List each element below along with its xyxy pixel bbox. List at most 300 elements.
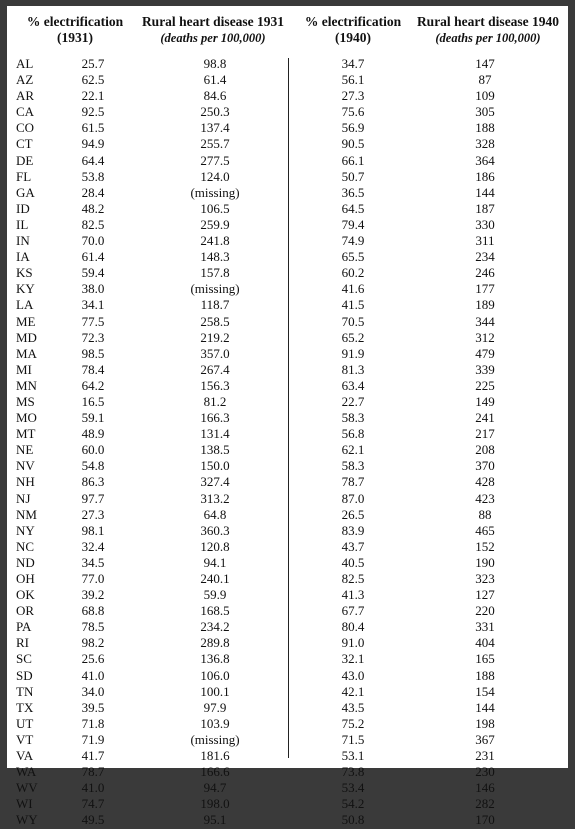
table-row xyxy=(7,619,568,635)
table-row xyxy=(7,700,568,716)
rural-heart-1940-cell: 428 xyxy=(475,474,495,490)
electrification-1931-cell: 34.0 xyxy=(81,683,105,699)
rural-heart-1940-cell: 246 xyxy=(475,265,495,281)
rural-heart-1931-cell: 64.8 xyxy=(203,506,227,522)
table-row xyxy=(7,394,568,410)
electrification-1940-cell: 53.1 xyxy=(341,748,365,764)
electrification-1931-cell: 41.0 xyxy=(81,667,105,683)
table-body xyxy=(7,56,568,829)
electrification-1940-cell: 58.3 xyxy=(341,410,365,426)
state-cell: KY xyxy=(16,281,35,297)
state-cell: NM xyxy=(16,506,37,522)
electrification-1931-cell: 98.1 xyxy=(81,522,105,538)
rural-heart-1931-cell: 94.7 xyxy=(203,780,227,796)
electrification-1931-cell: 74.7 xyxy=(81,796,105,812)
rural-heart-1940-cell: 282 xyxy=(475,796,495,812)
electrification-1940-cell: 58.3 xyxy=(341,458,365,474)
table-row xyxy=(7,72,568,88)
electrification-1940-cell: 71.5 xyxy=(341,731,365,747)
electrification-1931-cell: 92.5 xyxy=(81,104,105,120)
table-row xyxy=(7,217,568,233)
table-row xyxy=(7,314,568,330)
rural-heart-1931-cell: 131.4 xyxy=(200,426,230,442)
table-row xyxy=(7,507,568,523)
rural-heart-1931-cell: 100.1 xyxy=(200,683,230,699)
rural-heart-1931-cell: 259.9 xyxy=(200,216,230,232)
rural-heart-1940-cell: 330 xyxy=(475,216,495,232)
table-row xyxy=(7,684,568,700)
electrification-1931-cell: 32.4 xyxy=(81,538,105,554)
electrification-1940-cell: 64.5 xyxy=(341,200,365,216)
rural-heart-1940-cell: 170 xyxy=(475,812,495,828)
electrification-1940-cell: 43.0 xyxy=(341,667,365,683)
rural-heart-1931-cell: (missing) xyxy=(190,281,240,297)
rural-heart-1940-cell: 88 xyxy=(478,506,492,522)
rural-heart-1940-cell: 149 xyxy=(475,393,495,409)
table-row xyxy=(7,233,568,249)
rural-heart-1940-cell: 152 xyxy=(475,538,495,554)
electrification-1931-cell: 61.4 xyxy=(81,249,105,265)
electrification-1931-cell: 41.7 xyxy=(81,748,105,764)
rural-heart-1931-cell: 156.3 xyxy=(200,377,230,393)
table-row xyxy=(7,362,568,378)
state-cell: NH xyxy=(16,474,35,490)
electrification-1940-cell: 81.3 xyxy=(341,361,365,377)
electrification-1931-cell: 48.2 xyxy=(81,200,105,216)
state-cell: SC xyxy=(16,651,32,667)
state-cell: CO xyxy=(16,120,35,136)
header-rural-heart-1931-title: Rural heart disease 1931 xyxy=(141,14,285,29)
rural-heart-1940-cell: 479 xyxy=(475,345,495,361)
rural-heart-1940-cell: 311 xyxy=(475,233,495,249)
state-cell: GA xyxy=(16,184,35,200)
electrification-1940-cell: 43.5 xyxy=(341,699,365,715)
rural-heart-1940-cell: 230 xyxy=(475,764,495,780)
electrification-1940-cell: 82.5 xyxy=(341,571,365,586)
electrification-1940-cell: 43.7 xyxy=(341,538,365,554)
table-row xyxy=(7,265,568,281)
rural-heart-1931-cell: 95.1 xyxy=(203,812,227,828)
state-cell: ME xyxy=(16,313,36,329)
rural-heart-1940-cell: 331 xyxy=(475,619,495,635)
electrification-1940-cell: 41.5 xyxy=(341,297,365,313)
table-row xyxy=(7,281,568,297)
table-row xyxy=(7,458,568,474)
electrification-1931-cell: 41.0 xyxy=(81,780,105,796)
rural-heart-1931-cell: 166.6 xyxy=(200,764,230,780)
table-row xyxy=(7,249,568,265)
electrification-1931-cell: 60.0 xyxy=(81,442,105,458)
electrification-1940-cell: 60.2 xyxy=(341,265,365,281)
electrification-1931-cell: 68.8 xyxy=(81,603,105,619)
electrification-1940-cell: 65.2 xyxy=(341,329,365,345)
rural-heart-1931-cell: 289.8 xyxy=(200,635,230,651)
state-cell: FL xyxy=(16,168,32,184)
table-row xyxy=(7,491,568,507)
electrification-1931-cell: 34.5 xyxy=(81,554,105,570)
rural-heart-1931-cell: 118.7 xyxy=(200,297,230,313)
electrification-1940-cell: 70.5 xyxy=(341,313,365,329)
rural-heart-1931-cell: 267.4 xyxy=(200,361,230,377)
electrification-1931-cell: 62.5 xyxy=(81,72,105,88)
rural-heart-1931-cell: 255.7 xyxy=(200,136,230,152)
table-row xyxy=(7,104,568,120)
rural-heart-1931-cell: 181.6 xyxy=(200,748,230,764)
electrification-1940-cell: 27.3 xyxy=(341,88,365,104)
header-electrification-1931 xyxy=(15,14,135,46)
table-row xyxy=(7,539,568,555)
rural-heart-1940-cell: 146 xyxy=(475,780,495,796)
electrification-1931-cell: 64.2 xyxy=(81,377,105,393)
rural-heart-1931-cell: 98.8 xyxy=(203,56,227,71)
rural-heart-1940-cell: 312 xyxy=(475,329,495,345)
rural-heart-1931-cell: 258.5 xyxy=(200,313,230,329)
rural-heart-1931-cell: 250.3 xyxy=(200,104,230,120)
state-cell: IL xyxy=(16,216,29,232)
table-row xyxy=(7,136,568,152)
state-cell: OH xyxy=(16,571,35,586)
table-row xyxy=(7,716,568,732)
header-rural-heart-1940-unit: (deaths per 100,000) xyxy=(435,31,541,45)
electrification-1931-cell: 39.2 xyxy=(81,587,105,603)
electrification-1931-cell: 71.8 xyxy=(81,715,105,731)
electrification-1931-cell: 54.8 xyxy=(81,458,105,474)
rural-heart-1940-cell: 188 xyxy=(475,120,495,136)
rural-heart-1931-cell: 234.2 xyxy=(200,619,230,635)
table-row xyxy=(7,56,568,72)
electrification-1940-cell: 63.4 xyxy=(341,377,365,393)
rural-heart-1940-cell: 187 xyxy=(475,200,495,216)
electrification-1940-cell: 56.1 xyxy=(341,72,365,88)
electrification-1931-cell: 71.9 xyxy=(81,731,105,747)
state-cell: WV xyxy=(16,780,38,796)
electrification-1940-cell: 74.9 xyxy=(341,233,365,249)
electrification-1931-cell: 16.5 xyxy=(81,393,105,409)
rural-heart-1940-cell: 188 xyxy=(475,667,495,683)
table-row xyxy=(7,555,568,571)
rural-heart-1931-cell: 157.8 xyxy=(200,265,230,281)
state-cell: MT xyxy=(16,426,36,442)
electrification-1931-cell: 39.5 xyxy=(81,699,105,715)
state-cell: WY xyxy=(16,812,38,828)
electrification-1931-cell: 64.4 xyxy=(81,152,105,168)
state-cell: WA xyxy=(16,764,37,780)
electrification-1931-cell: 97.7 xyxy=(81,490,105,506)
table-row xyxy=(7,812,568,828)
state-cell: AR xyxy=(16,88,35,104)
state-cell: NJ xyxy=(16,490,31,506)
rural-heart-1940-cell: 154 xyxy=(475,683,495,699)
rural-heart-1931-cell: 360.3 xyxy=(200,522,230,538)
state-cell: MA xyxy=(16,345,37,361)
electrification-1931-cell: 53.8 xyxy=(81,168,105,184)
table-row xyxy=(7,748,568,764)
state-cell: MO xyxy=(16,410,37,426)
rural-heart-1940-cell: 220 xyxy=(475,603,495,619)
state-cell: AZ xyxy=(16,72,34,88)
state-cell: MD xyxy=(16,329,37,345)
table-row xyxy=(7,635,568,651)
rural-heart-1940-cell: 190 xyxy=(475,554,495,570)
electrification-1931-cell: 78.5 xyxy=(81,619,105,635)
state-cell: ND xyxy=(16,554,35,570)
rural-heart-1940-cell: 234 xyxy=(475,249,495,265)
electrification-1931-cell: 22.1 xyxy=(81,88,105,104)
rural-heart-1940-cell: 364 xyxy=(475,152,495,168)
table-row xyxy=(7,378,568,394)
rural-heart-1931-cell: 241.8 xyxy=(200,233,230,249)
state-cell: NE xyxy=(16,442,34,458)
rural-heart-1940-cell: 367 xyxy=(475,731,495,747)
state-cell: CT xyxy=(16,136,33,152)
table-row xyxy=(7,587,568,603)
state-cell: MS xyxy=(16,393,35,409)
state-cell: ID xyxy=(16,200,30,216)
table-row xyxy=(7,764,568,780)
state-cell: NY xyxy=(16,522,35,538)
electrification-1931-cell: 72.3 xyxy=(81,329,105,345)
electrification-1931-cell: 25.7 xyxy=(81,56,105,71)
header-rural-heart-1931 xyxy=(137,14,289,46)
rural-heart-1931-cell: 150.0 xyxy=(200,458,230,474)
state-cell: NV xyxy=(16,458,35,474)
rural-heart-1940-cell: 189 xyxy=(475,297,495,313)
state-cell: VA xyxy=(16,748,34,764)
electrification-1940-cell: 91.0 xyxy=(341,635,365,651)
electrification-1931-cell: 34.1 xyxy=(81,297,105,313)
electrification-1931-cell: 25.6 xyxy=(81,651,105,667)
state-cell: IN xyxy=(16,233,30,249)
rural-heart-1940-cell: 165 xyxy=(475,651,495,667)
electrification-1940-cell: 91.9 xyxy=(341,345,365,361)
rural-heart-1940-cell: 127 xyxy=(475,587,495,603)
state-cell: AL xyxy=(16,56,34,71)
rural-heart-1940-cell: 198 xyxy=(475,715,495,731)
rural-heart-1940-cell: 344 xyxy=(475,313,495,329)
rural-heart-1940-cell: 423 xyxy=(475,490,495,506)
rural-heart-1931-cell: 61.4 xyxy=(203,72,227,88)
rural-heart-1931-cell: 137.4 xyxy=(200,120,230,136)
rural-heart-1931-cell: 124.0 xyxy=(200,168,230,184)
electrification-1940-cell: 22.7 xyxy=(341,393,365,409)
electrification-1931-cell: 28.4 xyxy=(81,184,105,200)
electrification-1931-cell: 70.0 xyxy=(81,233,105,249)
rural-heart-1931-cell: 103.9 xyxy=(200,715,230,731)
electrification-1940-cell: 78.7 xyxy=(341,474,365,490)
rural-heart-1931-cell: 106.0 xyxy=(200,667,230,683)
table-row xyxy=(7,603,568,619)
rural-heart-1940-cell: 241 xyxy=(475,410,495,426)
rural-heart-1931-cell: 97.9 xyxy=(203,699,227,715)
state-cell: PA xyxy=(16,619,32,635)
table-row xyxy=(7,185,568,201)
state-cell: OK xyxy=(16,587,35,603)
rural-heart-1931-cell: 84.6 xyxy=(203,88,227,104)
rural-heart-1940-cell: 328 xyxy=(475,136,495,152)
electrification-1940-cell: 73.8 xyxy=(341,764,365,780)
rural-heart-1940-cell: 225 xyxy=(475,377,495,393)
state-cell: UT xyxy=(16,715,34,731)
table-row xyxy=(7,346,568,362)
electrification-1940-cell: 36.5 xyxy=(341,184,365,200)
state-cell: SD xyxy=(16,667,33,683)
electrification-1940-cell: 66.1 xyxy=(341,152,365,168)
table-row xyxy=(7,474,568,490)
rural-heart-1931-cell: 277.5 xyxy=(200,152,230,168)
electrification-1931-cell: 48.9 xyxy=(81,426,105,442)
state-cell: NC xyxy=(16,538,35,554)
rural-heart-1940-cell: 144 xyxy=(475,699,495,715)
electrification-1931-cell: 59.1 xyxy=(81,410,105,426)
rural-heart-1931-cell: 327.4 xyxy=(200,474,230,490)
electrification-1940-cell: 32.1 xyxy=(341,651,365,667)
table-row xyxy=(7,780,568,796)
header-electrification-1931-title: % electrification xyxy=(26,14,124,29)
header-electrification-1940 xyxy=(297,14,409,46)
rural-heart-1940-cell: 323 xyxy=(475,571,495,586)
rural-heart-1940-cell: 370 xyxy=(475,458,495,474)
state-cell: MI xyxy=(16,361,32,377)
rural-heart-1940-cell: 465 xyxy=(475,522,495,538)
table-row xyxy=(7,442,568,458)
state-cell: WI xyxy=(16,796,33,812)
rural-heart-1931-cell: 81.2 xyxy=(203,393,227,409)
electrification-1931-cell: 98.5 xyxy=(81,345,105,361)
table-row xyxy=(7,668,568,684)
rural-heart-1940-cell: 231 xyxy=(475,748,495,764)
rural-heart-1931-cell: 168.5 xyxy=(200,603,230,619)
rural-heart-1931-cell: 313.2 xyxy=(200,490,230,506)
rural-heart-1931-cell: 357.0 xyxy=(200,345,230,361)
header-electrification-1940-year: (1940) xyxy=(335,30,371,45)
electrification-1940-cell: 80.4 xyxy=(341,619,365,635)
state-cell: TX xyxy=(16,699,34,715)
table-row xyxy=(7,201,568,217)
table-row xyxy=(7,153,568,169)
electrification-1940-cell: 90.5 xyxy=(341,136,365,152)
electrification-1940-cell: 83.9 xyxy=(341,522,365,538)
header-electrification-1931-year: (1931) xyxy=(57,30,93,45)
rural-heart-1940-cell: 305 xyxy=(475,104,495,120)
electrification-1940-cell: 62.1 xyxy=(341,442,365,458)
table-row xyxy=(7,88,568,104)
header-rural-heart-1931-unit: (deaths per 100,000) xyxy=(160,31,266,45)
table-row xyxy=(7,796,568,812)
electrification-1940-cell: 56.9 xyxy=(341,120,365,136)
electrification-1931-cell: 86.3 xyxy=(81,474,105,490)
electrification-1940-cell: 75.6 xyxy=(341,104,365,120)
rural-heart-1931-cell: 148.3 xyxy=(200,249,230,265)
rural-heart-1931-cell: 240.1 xyxy=(200,571,230,586)
state-cell: OR xyxy=(16,603,35,619)
rural-heart-1931-cell: 106.5 xyxy=(200,200,230,216)
electrification-1940-cell: 67.7 xyxy=(341,603,365,619)
electrification-1940-cell: 54.2 xyxy=(341,796,365,812)
table-row xyxy=(7,732,568,748)
table-row xyxy=(7,330,568,346)
electrification-1931-cell: 98.2 xyxy=(81,635,105,651)
rural-heart-1940-cell: 339 xyxy=(475,361,495,377)
state-cell: TN xyxy=(16,683,34,699)
rural-heart-1931-cell: 166.3 xyxy=(200,410,230,426)
electrification-1931-cell: 82.5 xyxy=(81,216,105,232)
rural-heart-1940-cell: 177 xyxy=(475,281,495,297)
table-row xyxy=(7,426,568,442)
electrification-1940-cell: 50.7 xyxy=(341,168,365,184)
rural-heart-1931-cell: 198.0 xyxy=(200,796,230,812)
electrification-1931-cell: 27.3 xyxy=(81,506,105,522)
electrification-1940-cell: 56.8 xyxy=(341,426,365,442)
state-cell: DE xyxy=(16,152,34,168)
rural-heart-1940-cell: 147 xyxy=(475,56,495,71)
table-row xyxy=(7,410,568,426)
rural-heart-1931-cell: 219.2 xyxy=(200,329,230,345)
electrification-1940-cell: 53.4 xyxy=(341,780,365,796)
state-cell: CA xyxy=(16,104,35,120)
table-row xyxy=(7,523,568,539)
header-electrification-1940-title: % electrification xyxy=(304,14,402,29)
electrification-1940-cell: 75.2 xyxy=(341,715,365,731)
header-rural-heart-1940 xyxy=(413,14,563,46)
state-cell: RI xyxy=(16,635,29,651)
electrification-1940-cell: 79.4 xyxy=(341,216,365,232)
state-cell: VT xyxy=(16,731,34,747)
rural-heart-1931-cell: 120.8 xyxy=(200,538,230,554)
table-row xyxy=(7,297,568,313)
rural-heart-1940-cell: 109 xyxy=(475,88,495,104)
state-cell: LA xyxy=(16,297,34,313)
electrification-1940-cell: 41.3 xyxy=(341,587,365,603)
rural-heart-1931-cell: (missing) xyxy=(190,184,240,200)
electrification-1931-cell: 94.9 xyxy=(81,136,105,152)
rural-heart-1931-cell: 94.1 xyxy=(203,554,227,570)
header-rural-heart-1940-title: Rural heart disease 1940 xyxy=(416,14,560,29)
electrification-1940-cell: 34.7 xyxy=(341,56,365,71)
state-cell: MN xyxy=(16,377,37,393)
rural-heart-1940-cell: 87 xyxy=(478,72,492,88)
electrification-1940-cell: 26.5 xyxy=(341,506,365,522)
rural-heart-1931-cell: 59.9 xyxy=(203,587,227,603)
electrification-1931-cell: 77.0 xyxy=(81,571,105,586)
electrification-1931-cell: 59.4 xyxy=(81,265,105,281)
electrification-1940-cell: 41.6 xyxy=(341,281,365,297)
rural-heart-1940-cell: 217 xyxy=(475,426,495,442)
rural-heart-1940-cell: 144 xyxy=(475,184,495,200)
table-row xyxy=(7,651,568,667)
state-cell: IA xyxy=(16,249,30,265)
electrification-1940-cell: 50.8 xyxy=(341,812,365,828)
electrification-1931-cell: 49.5 xyxy=(81,812,105,828)
rural-heart-1940-cell: 186 xyxy=(475,168,495,184)
electrification-1931-cell: 38.0 xyxy=(81,281,105,297)
electrification-1940-cell: 42.1 xyxy=(341,683,365,699)
electrification-1940-cell: 40.5 xyxy=(341,554,365,570)
rural-heart-1940-cell: 208 xyxy=(475,442,495,458)
electrification-1940-cell: 87.0 xyxy=(341,490,365,506)
table-sheet xyxy=(7,6,568,828)
electrification-1931-cell: 78.7 xyxy=(81,764,105,780)
rural-heart-1931-cell: (missing) xyxy=(190,731,240,747)
electrification-1940-cell: 65.5 xyxy=(341,249,365,265)
table-row xyxy=(7,571,568,587)
rural-heart-1931-cell: 136.8 xyxy=(200,651,230,667)
electrification-1931-cell: 78.4 xyxy=(81,361,105,377)
rural-heart-1940-cell: 404 xyxy=(475,635,495,651)
state-cell: KS xyxy=(16,265,33,281)
table-row xyxy=(7,169,568,185)
table-row xyxy=(7,120,568,136)
electrification-1931-cell: 61.5 xyxy=(81,120,105,136)
